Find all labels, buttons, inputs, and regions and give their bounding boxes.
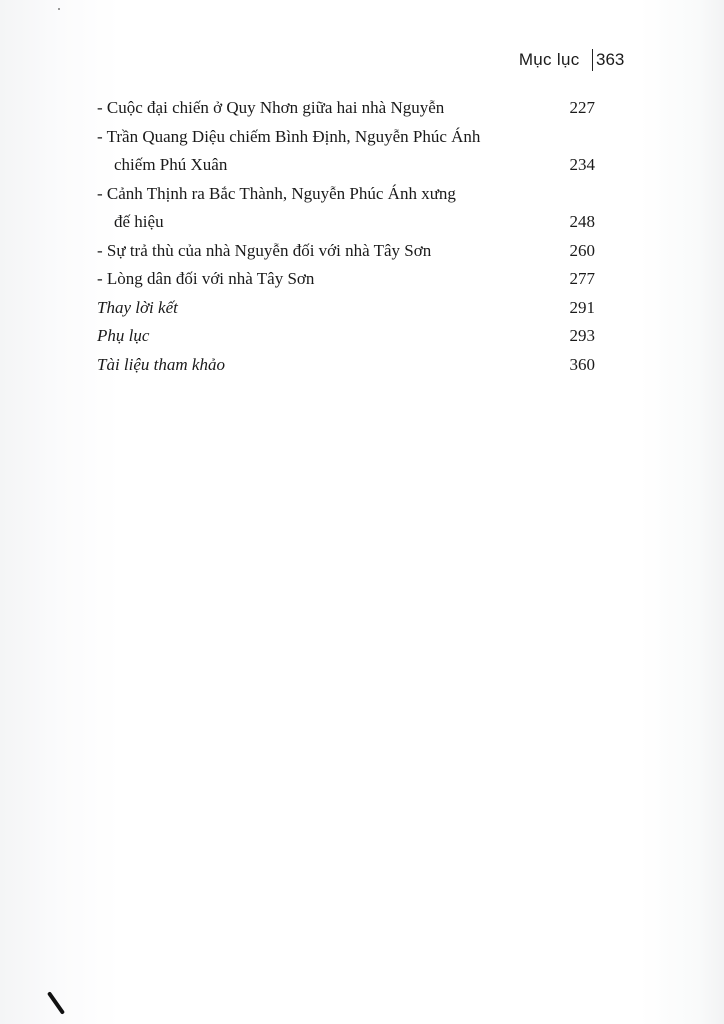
header-title: Mục lục — [518, 50, 580, 69]
toc-entry-title: chiếm Phú Xuân — [114, 155, 228, 174]
toc-entry — [97, 123, 595, 152]
toc-entry-continuation — [97, 208, 595, 237]
toc-entry — [97, 237, 595, 266]
toc-entry-page: 291 — [569, 297, 595, 317]
scan-corner-mark — [47, 991, 65, 1015]
toc-entry-continuation — [97, 151, 595, 180]
toc-entry-page: 248 — [569, 212, 595, 231]
toc-entry-page: 277 — [569, 269, 595, 288]
toc-entry — [97, 265, 595, 294]
toc-entry-page: 234 — [569, 155, 595, 174]
header-page-number: 363 — [596, 50, 625, 69]
table-of-contents — [97, 94, 595, 379]
toc-section-entry — [97, 351, 595, 380]
toc-entry-page: 360 — [569, 354, 595, 374]
toc-entry-title: Tài liệu tham khảo — [97, 354, 225, 374]
toc-entry-title: - Cuộc đại chiến ở Quy Nhơn giữa hai nhà Nguyễn — [97, 98, 445, 117]
toc-entry-title: - Trần Quang Diệu chiếm Bình Định, Nguyễn Phúc Ánh — [97, 126, 481, 146]
toc-entry — [97, 180, 595, 209]
toc-entry-title: - Lòng dân đối với nhà Tây Sơn — [97, 269, 315, 288]
header-separator — [592, 49, 594, 71]
toc-entry — [97, 94, 595, 123]
scan-speck — [58, 8, 60, 10]
toc-entry-page: 293 — [569, 326, 595, 345]
running-header — [518, 46, 625, 74]
toc-entry-page: 260 — [569, 240, 595, 260]
toc-entry-title: Phụ lục — [97, 326, 150, 345]
toc-section-entry — [97, 322, 595, 351]
toc-entry-title: - Cảnh Thịnh ra Bắc Thành, Nguyễn Phúc Ánh xưng — [97, 183, 456, 203]
toc-section-entry — [97, 294, 595, 323]
toc-entry-page: 227 — [569, 98, 595, 117]
toc-entry-title: Thay lời kết — [97, 297, 178, 317]
toc-entry-title: - Sự trả thù của nhà Nguyễn đối với nhà Tây Sơn — [97, 240, 432, 260]
toc-entry-title: đế hiệu — [114, 212, 164, 231]
